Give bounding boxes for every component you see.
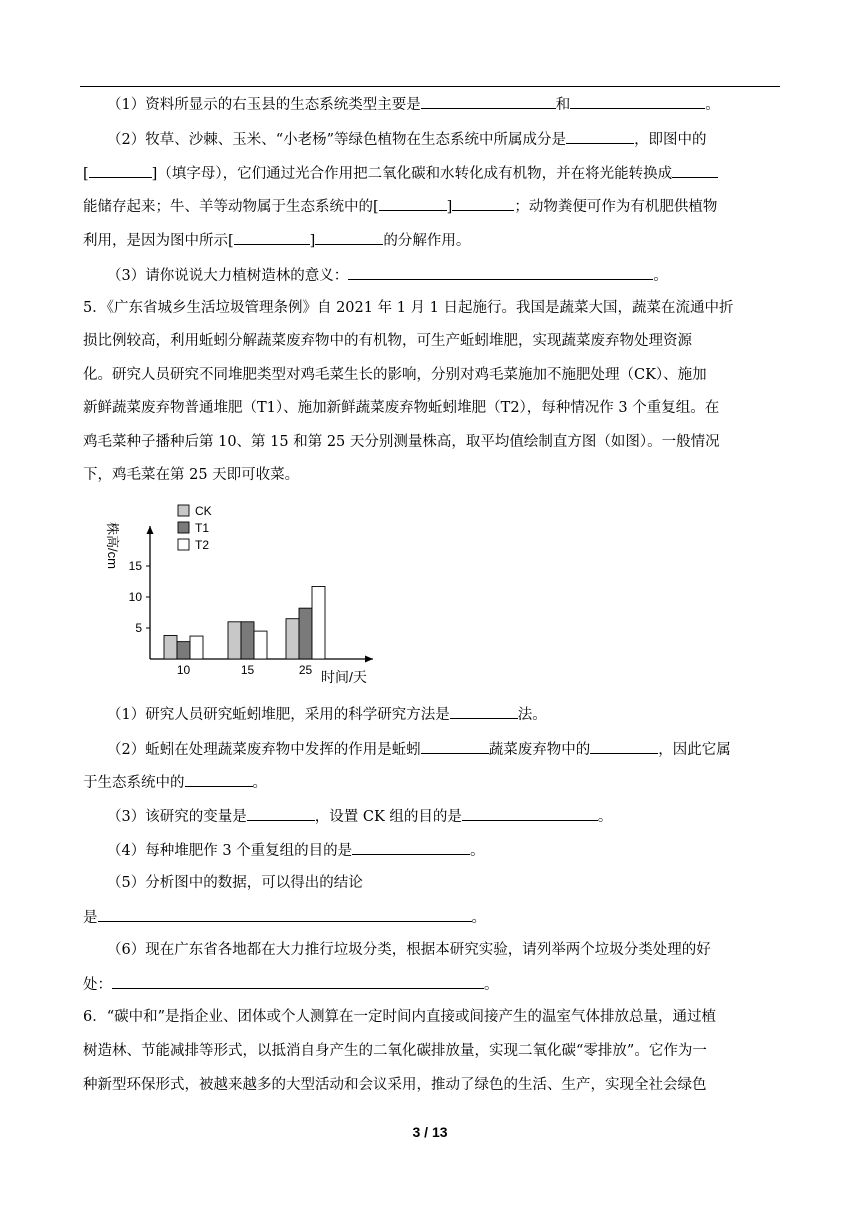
q6-line: 6．“碳中和”是指企业、团体或个人测算在一定时间内直接或间接产生的温室气体排放总量，通过植 — [83, 1009, 717, 1025]
q5-part3: （3）该研究的变量是 ，设置 CK 组的目的是 。 — [107, 805, 612, 827]
q5-part5-line2: 是 。 — [83, 906, 486, 928]
answer-blank[interactable] — [234, 229, 310, 245]
y-tick-label: 10 — [128, 590, 142, 604]
y-tick-label: 15 — [128, 559, 142, 573]
legend-label-t2: T2 — [195, 538, 210, 552]
legend-swatch-ck — [178, 505, 189, 516]
bar-t2-day-25 — [312, 586, 325, 659]
answer-blank[interactable] — [452, 195, 514, 211]
bar-ck-day-25 — [286, 619, 299, 659]
bar-ck-day-15 — [228, 622, 241, 659]
answer-blank[interactable] — [421, 738, 489, 754]
plant-height-bar-chart — [98, 500, 388, 690]
answer-blank[interactable] — [570, 93, 705, 109]
answer-blank[interactable] — [450, 703, 518, 719]
bar-t1-day-25 — [299, 608, 312, 659]
x-tick-label: 15 — [240, 663, 255, 677]
q5-intro-line: 5．《广东省城乡生活垃圾管理条例》自 2021 年 1 月 1 日起施行。我国是蔬菜大国，蔬菜在流通中折 — [83, 300, 734, 316]
answer-blank[interactable] — [462, 805, 598, 821]
x-tick-label: 25 — [298, 663, 313, 677]
answer-blank[interactable] — [672, 162, 718, 178]
bar-t2-day-15 — [254, 631, 267, 659]
q5-part4: （4）每种堆肥作 3 个重复组的目的是 。 — [107, 839, 485, 861]
q4-part2-line2: [ ]（填字母），它们通过光合作用把二氧化碳和水转化成有机物，并在将光能转换成 — [83, 162, 718, 184]
q4-part2-line3: 能储存起来；牛、羊等动物属于生态系统中的[ ] ；动物粪便可作为有机肥供植物 — [83, 195, 717, 217]
q5-part6-line2: 处： 。 — [83, 973, 499, 995]
q4-part2-line1: （2）牧草、沙棘、玉米、“小老杨”等绿色植物在生态系统中所属成分是 ，即图中的 — [107, 128, 707, 150]
x-axis-arrow — [365, 656, 373, 663]
y-tick-label: 5 — [135, 621, 142, 635]
bar-t2-day-10 — [190, 636, 203, 659]
bar-t1-day-15 — [241, 622, 254, 659]
legend-swatch-t2 — [178, 539, 189, 550]
q4-part2-line4: 利用，是因为图中所示[ ] 的分解作用。 — [83, 229, 470, 251]
answer-blank[interactable] — [352, 839, 470, 855]
q5-part1: （1）研究人员研究蚯蚓堆肥，采用的科学研究方法是 法。 — [107, 703, 547, 725]
answer-blank[interactable] — [379, 195, 447, 211]
y-axis-arrow — [147, 526, 154, 534]
page-number: 3 / 13 — [412, 1124, 448, 1140]
q4-part1-text: （1）资料所显示的右玉县的生态系统类型主要是 — [107, 97, 421, 113]
q5-intro-line: 损比例较高，利用蚯蚓分解蔬菜废弃物中的有机物，可生产蚯蚓堆肥，实现蔬菜废弃物处理资源 — [83, 333, 692, 349]
header-rule — [80, 86, 780, 87]
answer-blank[interactable] — [315, 229, 383, 245]
answer-blank[interactable] — [98, 906, 472, 922]
q5-intro-line: 化。研究人员研究不同堆肥类型对鸡毛菜生长的影响，分别对鸡毛菜施加不施肥处理（CK）、施加 — [83, 367, 707, 383]
y-axis-label: 株高/cm — [105, 522, 120, 569]
answer-blank[interactable] — [185, 771, 253, 787]
q4-part1-end: 。 — [705, 97, 720, 113]
q5-part5-line1: （5）分析图中的数据，可以得出的结论 — [107, 875, 363, 891]
answer-blank[interactable] — [112, 973, 484, 989]
q5-part2-line1: （2）蚯蚓在处理蔬菜废弃物中发挥的作用是蚯蚓 蔬菜废弃物中的 ，因此它属 — [107, 738, 731, 760]
answer-blank[interactable] — [89, 162, 152, 178]
legend-swatch-t1 — [178, 522, 189, 533]
answer-blank[interactable] — [590, 738, 658, 754]
bar-t1-day-10 — [177, 642, 190, 659]
q4-part1 — [107, 93, 720, 115]
q5-intro-line: 新鲜蔬菜废弃物普通堆肥（T1）、施加新鲜蔬菜废弃物蚯蚓堆肥（T2），每种情况作 3 个重复组。在 — [83, 400, 720, 416]
answer-blank[interactable] — [247, 805, 315, 821]
answer-blank[interactable] — [348, 264, 653, 280]
answer-blank[interactable] — [421, 93, 556, 109]
q5-part2-line2: 于生态系统中的 。 — [83, 771, 267, 793]
answer-blank[interactable] — [566, 128, 634, 144]
q5-part6-line1: （6）现在广东省各地都在大力推行垃圾分类，根据本研究实验，请列举两个垃圾分类处理的好 — [107, 942, 711, 958]
q5-intro-line: 下，鸡毛菜在第 25 天即可收菜。 — [83, 467, 300, 483]
q6-line: 树造林、节能减排等形式，以抵消自身产生的二氧化碳排放量，实现二氧化碳“零排放”。它作为一 — [83, 1043, 707, 1059]
q4-part3: （3）请你说说大力植树造林的意义： 。 — [107, 264, 668, 286]
q4-part1-and: 和 — [555, 97, 571, 113]
bar-ck-day-10 — [164, 635, 177, 659]
q6-line: 种新型环保形式，被越来越多的大型活动和会议采用，推动了绿色的生活、生产，实现全社会绿色 — [83, 1077, 707, 1093]
legend-label-t1: T1 — [195, 521, 210, 535]
legend-label-ck: CK — [195, 504, 212, 518]
x-axis-label: 时间/天 — [321, 669, 367, 685]
x-tick-label: 10 — [176, 663, 191, 677]
q5-intro-line: 鸡毛菜种子播种后第 10、第 15 和第 25 天分别测量株高，取平均值绘制直方图（如图）。一般情况 — [83, 434, 720, 450]
